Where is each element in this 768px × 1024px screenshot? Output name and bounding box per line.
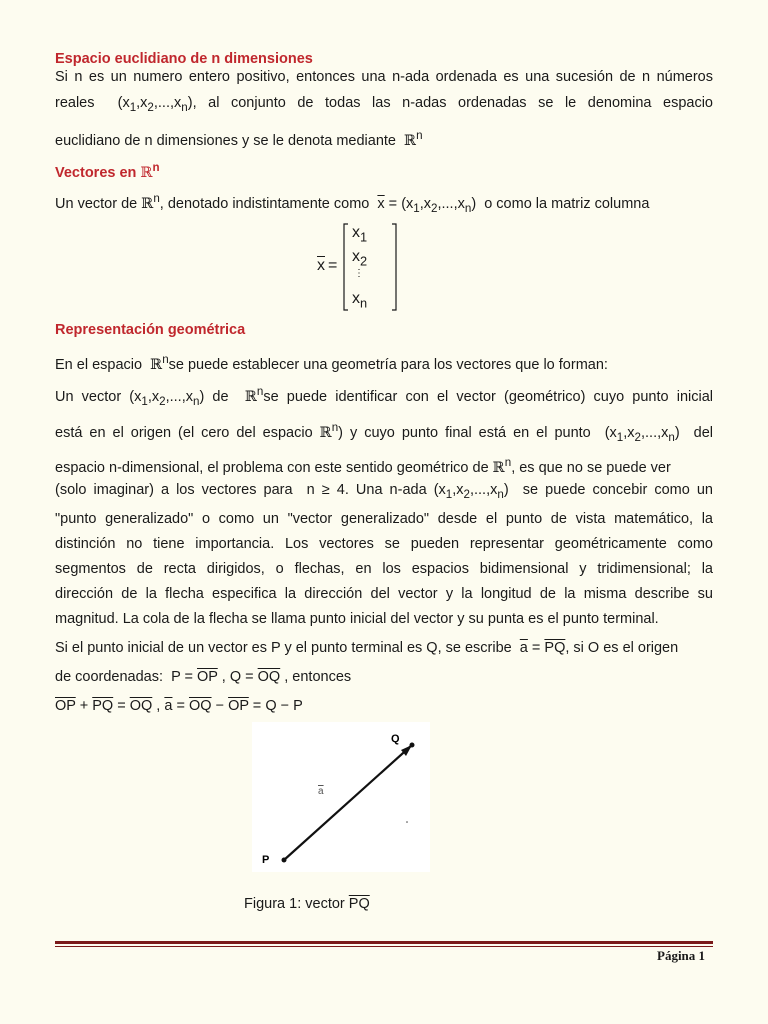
paragraph-line: Un vector de ℝ$^n$, denotado indistintamente como $\overline{x} = (x_1,x_2,...,x_n)$ o como la matriz columna: [55, 192, 650, 215]
paragraph-line: magnitud. La cola de la flecha se llama punto inicial del vector y su punta es el punto terminal.: [55, 611, 659, 627]
vector-arrow-diagram: [252, 722, 430, 872]
label-q: Q: [391, 733, 400, 745]
label-a: a: [318, 786, 324, 797]
paragraph-line: segmentos de recta dirigidos, o flechas, en los espacios bidimensional y tridimensional; la: [55, 561, 713, 577]
footer-rule: [55, 941, 713, 944]
paragraph-line: reales $(x_1,x_2,...,x_n)$, al conjunto de todas las n-adas ordenadas se le denomina espacio: [55, 95, 714, 115]
matrix-brackets: [342, 222, 402, 312]
paragraph-line: Un vector $(x_1,x_2,...,x_n)$ de ℝ$^n$se puede identificar con el vector (geométrico) cuyo punto inicial: [55, 385, 713, 408]
paragraph-line: de coordenadas: $P = \overline{OP}$ , $Q = \overline{OQ}$ , entonces: [55, 669, 352, 685]
paragraph-line: euclidiano de n dimensiones y se le denota mediante ℝ$^n$: [55, 129, 423, 149]
footer-rule-thin: [55, 946, 713, 947]
paragraph-line: Si n es un numero entero positivo, entonces una n-ada ordenada es una sucesión de n números: [55, 69, 713, 85]
paragraph-line: Si el punto inicial de un vector es P y el punto terminal es Q, se escribe $\overline{a} = \overline{PQ}$, si O es el origen: [55, 640, 679, 656]
paragraph-line: está en el origen (el cero del espacio ℝ$^n$) y cuyo punto final está en el punto $(x_1,x_2,...,x_n)$ del: [55, 421, 713, 444]
vector-figure: [252, 722, 430, 872]
column-matrix: $\overline{x}$ = $x_1$ $x_2$ ⋮ $x_n$: [317, 222, 397, 312]
vector-line: [284, 745, 412, 860]
paragraph-line: "punto generalizado" o como un "vector generalizado" desde el punto de vista matemático, la: [55, 511, 713, 527]
heading-geometric-representation: Representación geométrica: [55, 322, 246, 338]
real-set-symbol: ℝ: [404, 132, 417, 149]
paragraph-line: (solo imaginar) a los vectores para n ≥ 4. Una n-ada $(x_1,x_2,...,x_n)$ se puede concebir como un: [55, 482, 713, 502]
heading-vectors: Vectores en ℝ$^n$: [55, 161, 160, 181]
paragraph-line: En el espacio ℝ$^n$se puede establecer una geometría para los vectores que lo forman:: [55, 353, 608, 373]
point-p: [282, 858, 287, 863]
paragraph-line: distinción no tiene importancia. Los vectores se pueden representar geométricamente como: [55, 536, 713, 552]
paragraph-line: dirección de la flecha especifica la dirección del vector y la longitud de la misma describe su: [55, 586, 713, 602]
page-number: Página 1: [657, 948, 706, 963]
paragraph-line: espacio n-dimensional, el problema con este sentido geométrico de ℝ$^n$, es que no se puede ver: [55, 456, 671, 476]
figure-caption: Figura 1: vector $\overline{PQ}$: [244, 896, 370, 912]
heading-euclidean-space: Espacio euclidiano de n dimensiones: [55, 51, 313, 67]
label-p: P: [262, 854, 270, 866]
equation-line: $\overline{OP} + \overline{PQ} = \overline{OQ}$ , $\overline{a} = \overline{OQ} - \overline{OP} = Q - P$: [55, 698, 303, 714]
